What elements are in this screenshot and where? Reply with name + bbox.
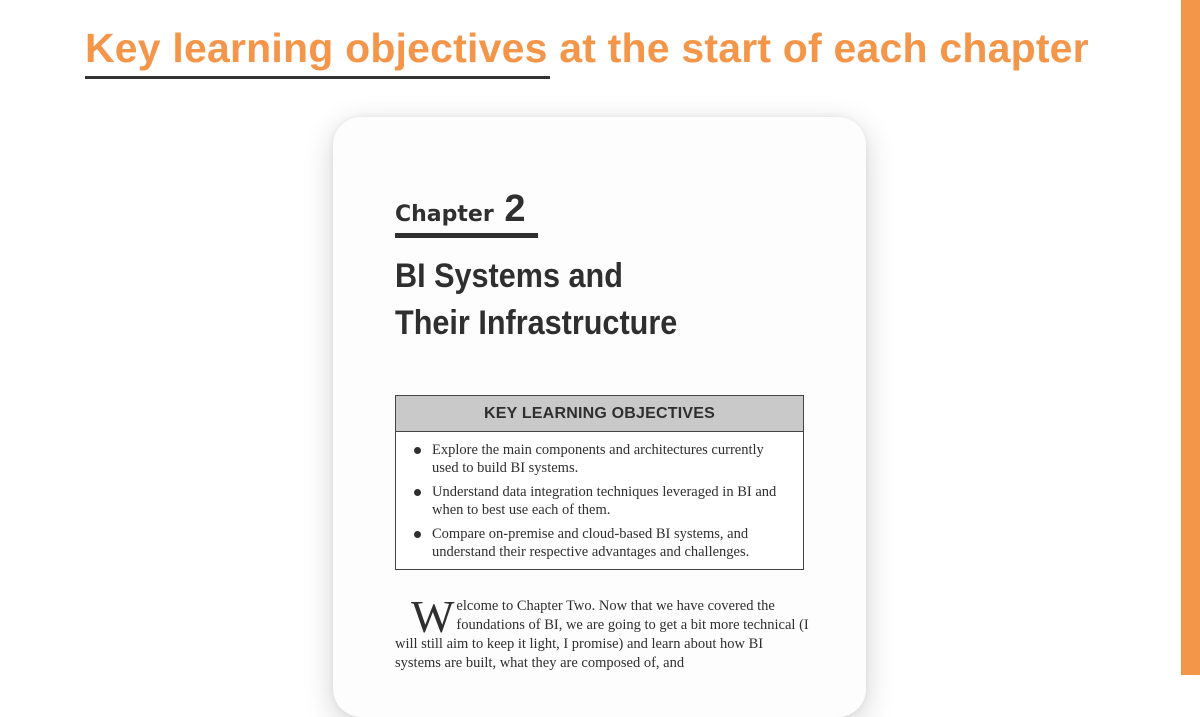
slide-title: Key learning objectives at the start of each chapter <box>85 25 1089 71</box>
chapter-title-line-1: BI Systems and <box>395 257 623 295</box>
objective-text: Understand data integration techniques leveraged in BI and when to best use each of them. <box>432 484 777 518</box>
chapter-number: 2 <box>504 188 526 230</box>
bullet-icon <box>414 489 421 496</box>
objectives-box <box>395 395 804 570</box>
objective-item <box>413 525 793 561</box>
intro-text: elcome to Chapter Two. Now that we have covered the foundations of BI, we are going to get a bit more technical (I will still aim to keep it light, I promise) and learn about how BI systems are built, what they are composed of, and <box>395 598 809 671</box>
bullet-icon <box>414 531 421 538</box>
objective-item <box>413 441 793 477</box>
objective-item <box>413 483 793 519</box>
book-page-card <box>333 117 866 717</box>
objectives-list <box>396 432 803 569</box>
objective-text: Compare on-premise and cloud-based BI systems, and understand their respective advantages and challenges. <box>432 526 750 560</box>
bullet-icon <box>414 447 421 454</box>
intro-paragraph <box>395 591 810 673</box>
drop-cap: W <box>411 591 455 642</box>
objective-text: Explore the main components and architectures currently used to build BI systems. <box>432 442 764 476</box>
chapter-title <box>395 253 773 347</box>
chapter-heading <box>395 185 526 239</box>
objectives-heading: KEY LEARNING OBJECTIVES <box>396 396 803 432</box>
title-underline <box>85 76 550 79</box>
accent-bar <box>1181 0 1200 675</box>
chapter-title-line-2: Their Infrastructure <box>395 304 678 342</box>
chapter-label: Chapter <box>395 202 494 227</box>
chapter-rule <box>395 233 538 238</box>
